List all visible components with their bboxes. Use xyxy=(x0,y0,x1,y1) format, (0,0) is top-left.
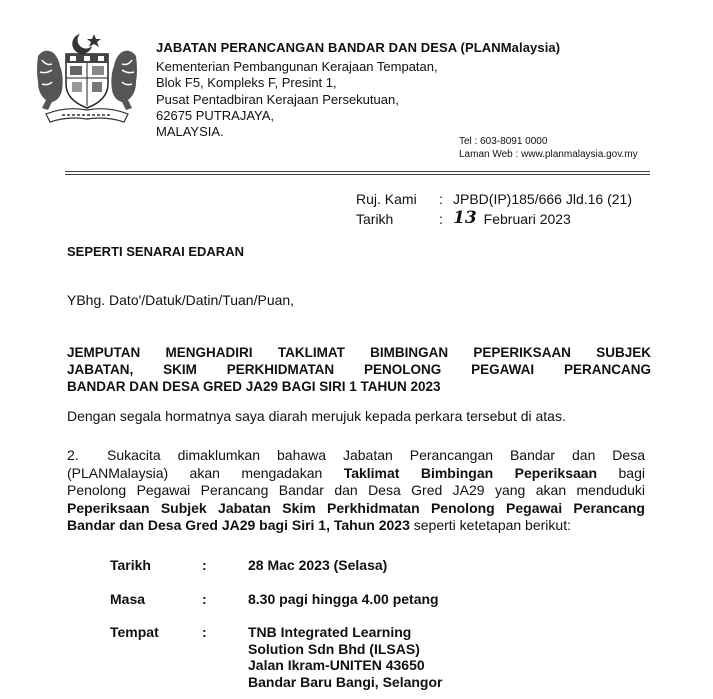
date-label: Tarikh xyxy=(356,211,394,227)
detail-separator: : xyxy=(202,624,207,640)
paragraph-text: bagi xyxy=(597,464,645,481)
detail-label: Tempat xyxy=(110,624,159,640)
letterhead-address xyxy=(156,59,438,140)
address-line: Kementerian Pembangunan Kerajaan Tempatan, xyxy=(156,59,438,74)
address-line: MALAYSIA. xyxy=(156,124,224,140)
reference-number: JPBD(IP)185/666 Jld.16 (21) xyxy=(453,191,632,207)
organization-name: JABATAN PERANCANGAN BANDAR DAN DESA (PLANMalaysia) xyxy=(156,40,561,55)
paragraph-line xyxy=(67,465,645,483)
recipient: SEPERTI SENARAI EDARAN xyxy=(67,244,244,259)
date-month-year: Februari 2023 xyxy=(483,211,571,227)
paragraph-text: (PLANMalaysia) akan mengadakan xyxy=(67,464,344,481)
letter-subject xyxy=(67,344,651,395)
detail-label: Tarikh xyxy=(110,557,151,573)
header-divider xyxy=(65,174,650,175)
paragraph-2 xyxy=(67,447,645,535)
subject-line: JABATAN, SKIM PERKHIDMATAN PENOLONG PEGAWAI PERANCANG xyxy=(67,362,651,377)
header-divider xyxy=(65,171,650,172)
subject-line: JEMPUTAN MENGHADIRI TAKLIMAT BIMBINGAN PEPERIKSAAN SUBJEK xyxy=(67,345,651,360)
telephone: Tel : 603-8091 0000 xyxy=(459,136,548,147)
subject-line: BANDAR DAN DESA GRED JA29 BAGI SIRI 1 TAHUN 2023 xyxy=(67,379,441,394)
venue-line: Bandar Baru Bangi, Selangor xyxy=(248,673,443,690)
reference-separator: : xyxy=(439,191,443,207)
paragraph-bold-text: Bandar dan Desa Gred JA29 bagi Siri 1, Tahun 2023 xyxy=(67,517,410,534)
letterhead-contact xyxy=(459,136,638,161)
salutation: YBhg. Dato'/Datuk/Datin/Tuan/Puan, xyxy=(67,292,295,308)
detail-label: Masa xyxy=(110,591,146,607)
paragraph-text: Sukacita dimaklumkan bahawa Jabatan Perancangan Bandar dan Desa xyxy=(107,447,645,463)
reference-row xyxy=(356,189,632,209)
date-row xyxy=(356,209,632,229)
reference-block xyxy=(356,189,632,229)
paragraph-text: seperti ketetapan berikut: xyxy=(409,517,571,534)
venue-line: Jalan Ikram-UNITEN 43650 xyxy=(248,657,425,673)
address-line: Pusat Pentadbiran Kerajaan Persekutuan, xyxy=(156,91,399,107)
detail-value xyxy=(248,624,442,690)
paragraph-bold-text: Peperiksaan Subjek Jabatan Skim Perkhidmatan Penolong Pegawai Perancang xyxy=(67,499,645,516)
paragraph-1: Dengan segala hormatnya saya diarah merujuk kepada perkara tersebut di atas. xyxy=(67,408,566,424)
paragraph-line: Penolong Pegawai Perancang Bandar dan Desa Gred JA29 yang akan menduduki xyxy=(67,482,645,499)
venue-line: TNB Integrated Learning xyxy=(248,624,412,640)
address-line: 62675 PUTRAJAYA, xyxy=(156,107,275,123)
handwritten-day: 13 xyxy=(453,208,477,228)
detail-value: 28 Mac 2023 (Selasa) xyxy=(248,557,388,573)
detail-separator: : xyxy=(202,557,207,573)
paragraph-line xyxy=(67,447,645,465)
detail-separator: : xyxy=(202,591,207,607)
venue-line: Solution Sdn Bhd (ILSAS) xyxy=(248,640,420,657)
malaysia-coat-of-arms-icon xyxy=(28,30,146,130)
date-separator: : xyxy=(439,211,443,227)
paragraph-bold-text: Taklimat Bimbingan Peperiksaan xyxy=(343,464,598,481)
paragraph-number: 2. xyxy=(67,447,79,463)
detail-value: 8.30 pagi hingga 4.00 petang xyxy=(248,591,439,607)
paragraph-line xyxy=(67,517,645,535)
address-line: Blok F5, Kompleks F, Presint 1, xyxy=(156,75,337,91)
website: Laman Web : www.planmalaysia.gov.my xyxy=(459,148,638,160)
paragraph-line xyxy=(67,500,645,518)
reference-label: Ruj. Kami xyxy=(356,191,417,207)
